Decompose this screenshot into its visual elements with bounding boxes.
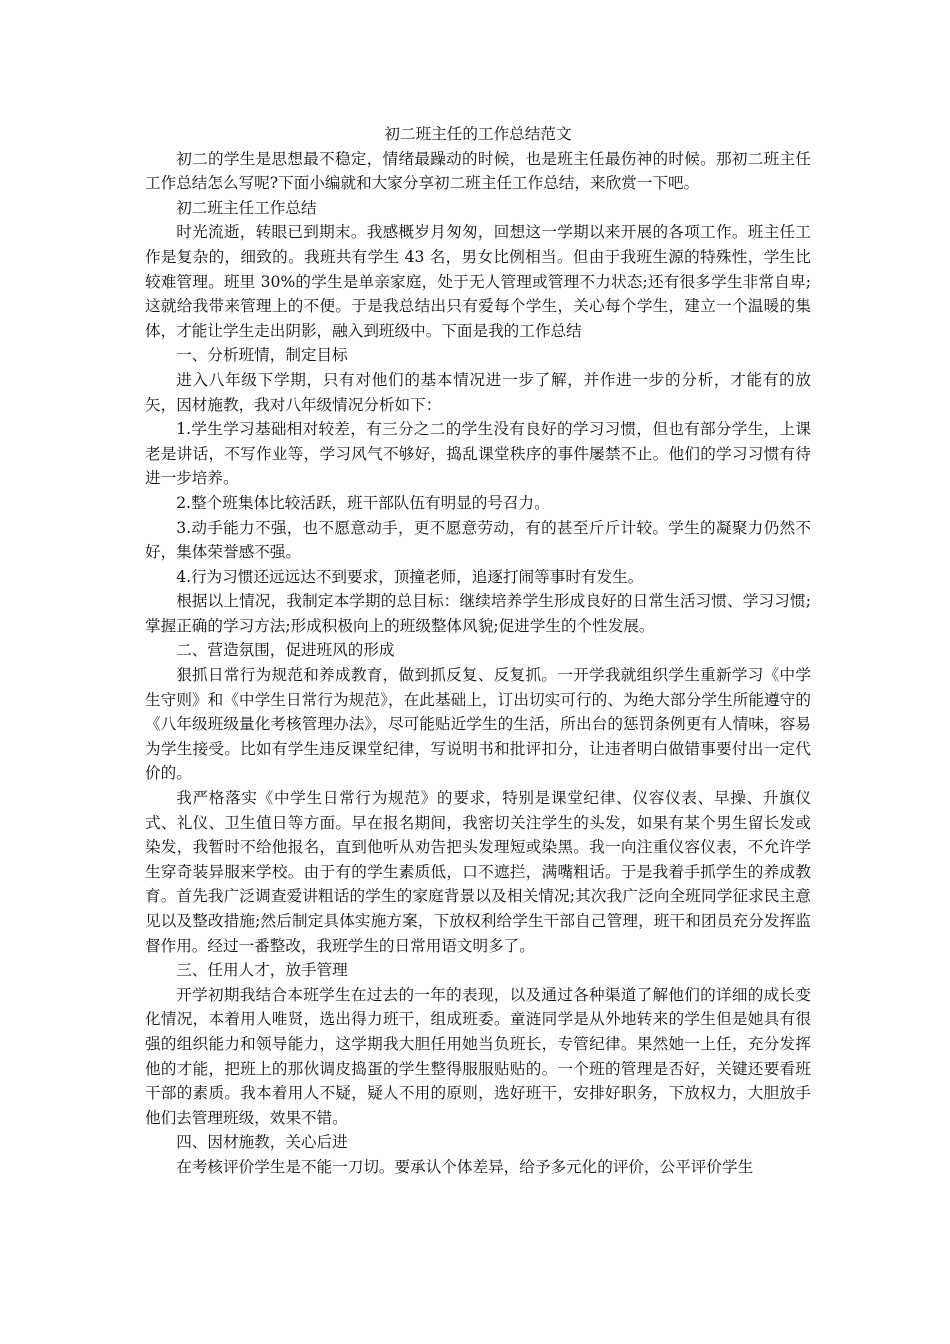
section-heading: 四、因材施教，关心后进 — [176, 1133, 348, 1152]
intro-paragraph: 初二的学生是思想最不稳定，情绪最躁动的时候，也是班主任最伤神的时候。那初二班主任工作总结怎么写呢?下面小编就和大家分享初二班主任工作总结，来欣赏一下吧。 — [145, 149, 811, 193]
section-heading: 一、分析班情，制定目标 — [176, 346, 348, 365]
list-item: 4.行为习惯还远远达不到要求，顶撞老师，追逐打闹等事时有发生。 — [176, 567, 644, 586]
document-title: 初二班主任的工作总结范文 — [384, 125, 572, 143]
body-paragraph: 进入八年级下学期，只有对他们的基本情况进一步了解，并作进一步的分析，才能有的放矢，因材施教，我对八年级情况分析如下： — [145, 370, 811, 414]
section-heading: 三、任用人才，放手管理 — [176, 961, 348, 980]
section-heading: 初二班主任工作总结 — [176, 198, 317, 217]
section-heading: 二、营造氛围，促进班风的形成 — [176, 641, 395, 660]
body-paragraph: 开学初期我结合本班学生在过去的一年的表现，以及通过各种渠道了解他们的详细的成长变化情况，本着用人唯贤，选出得力班干，组成班委。童涟同学是从外地转来的学生但是她具有很强的组织能力和领导能力，这学期我大胆任用她当负班长，专管纪律。果然她一上任，充分发挥他的才能，把班上的那伙调皮捣蛋的学生整得服服贴贴的。一个班的管理是否好，关键还要看班干部的素质。我本着用人不疑，疑人不用的原则，选好班干，安排好职务，下放权力，大胆放手他们去管理班级，效果不错。 — [145, 985, 811, 1127]
list-item: 3.动手能力不强，也不愿意动手，更不愿意劳动，有的甚至斤斤计较。学生的凝聚力仍然不好，集体荣誉感不强。 — [145, 518, 811, 562]
list-item: 1.学生学习基础相对较差，有三分之二的学生没有良好的学习习惯，但也有部分学生，上课老是讲话，不写作业等，学习风气不够好，捣乱课堂秩序的事件屡禁不止。他们的学习习惯有待进一步培养。 — [145, 420, 811, 488]
body-paragraph: 时光流逝，转眼已到期末。我感概岁月匆匆，回想这一学期以来开展的各项工作。班主任工作是复杂的，细致的。我班共有学生 43 名，男女比例相当。但由于我班生源的特殊性，学生比较难管理。班里 30%的学生是单亲家庭，处于无人管理或管理不力状态;还有很多学生非常自卑;这就给我带来管理上的不便。于是我总结出只有爱每个学生，关心每个学生，建立一个温暖的集体，才能让学生走出阴影，融入到班级中。下面是我的工作总结 — [145, 223, 811, 340]
body-paragraph: 狠抓日常行为规范和养成教育，做到抓反复、反复抓。一开学我就组织学生重新学习《中学生守则》和《中学生日常行为规范》，在此基础上，订出切实可行的、为绝大部分学生所能遵守的《八年级班级量化考核管理办法》，尽可能贴近学生的生活，所出台的惩罚条例更有人情味，容易为学生接受。比如有学生违反课堂纪律，写说明书和批评扣分，让违者明白做错事要付出一定代价的。 — [145, 666, 811, 783]
body-paragraph: 我严格落实《中学生日常行为规范》的要求，特别是课堂纪律、仪容仪表、早操、升旗仪式、礼仪、卫生值日等方面。早在报名期间，我密切关注学生的头发，如果有某个男生留长发或染发，我暂时不给他报名，直到他听从劝告把头发理短或染黑。我一向注重仪容仪表，不允许学生穿奇装异服来学校。由于有的学生素质低，口不遮拦，满嘴粗话。于是我着手抓学生的养成教育。首先我广泛调查爱讲粗话的学生的家庭背景以及相关情况;其次我广泛向全班同学征求民主意见以及整改措施;然后制定具体实施方案，下放权利给学生干部自己管理，班干和团员充分发挥监督作用。经过一番整改，我班学生的日常用语文明多了。 — [145, 789, 811, 955]
body-paragraph: 根据以上情况，我制定本学期的总目标：继续培养学生形成良好的日常生活习惯、学习习惯;掌握正确的学习方法;形成积极向上的班级整体风貌;促进学生的个性发展。 — [145, 592, 811, 635]
document-page — [145, 122, 811, 1180]
list-item: 2.整个班集体比较活跃，班干部队伍有明显的号召力。 — [176, 493, 550, 512]
body-paragraph: 在考核评价学生是不能一刀切。要承认个体差异，给予多元化的评价，公平评价学生 — [176, 1157, 754, 1176]
